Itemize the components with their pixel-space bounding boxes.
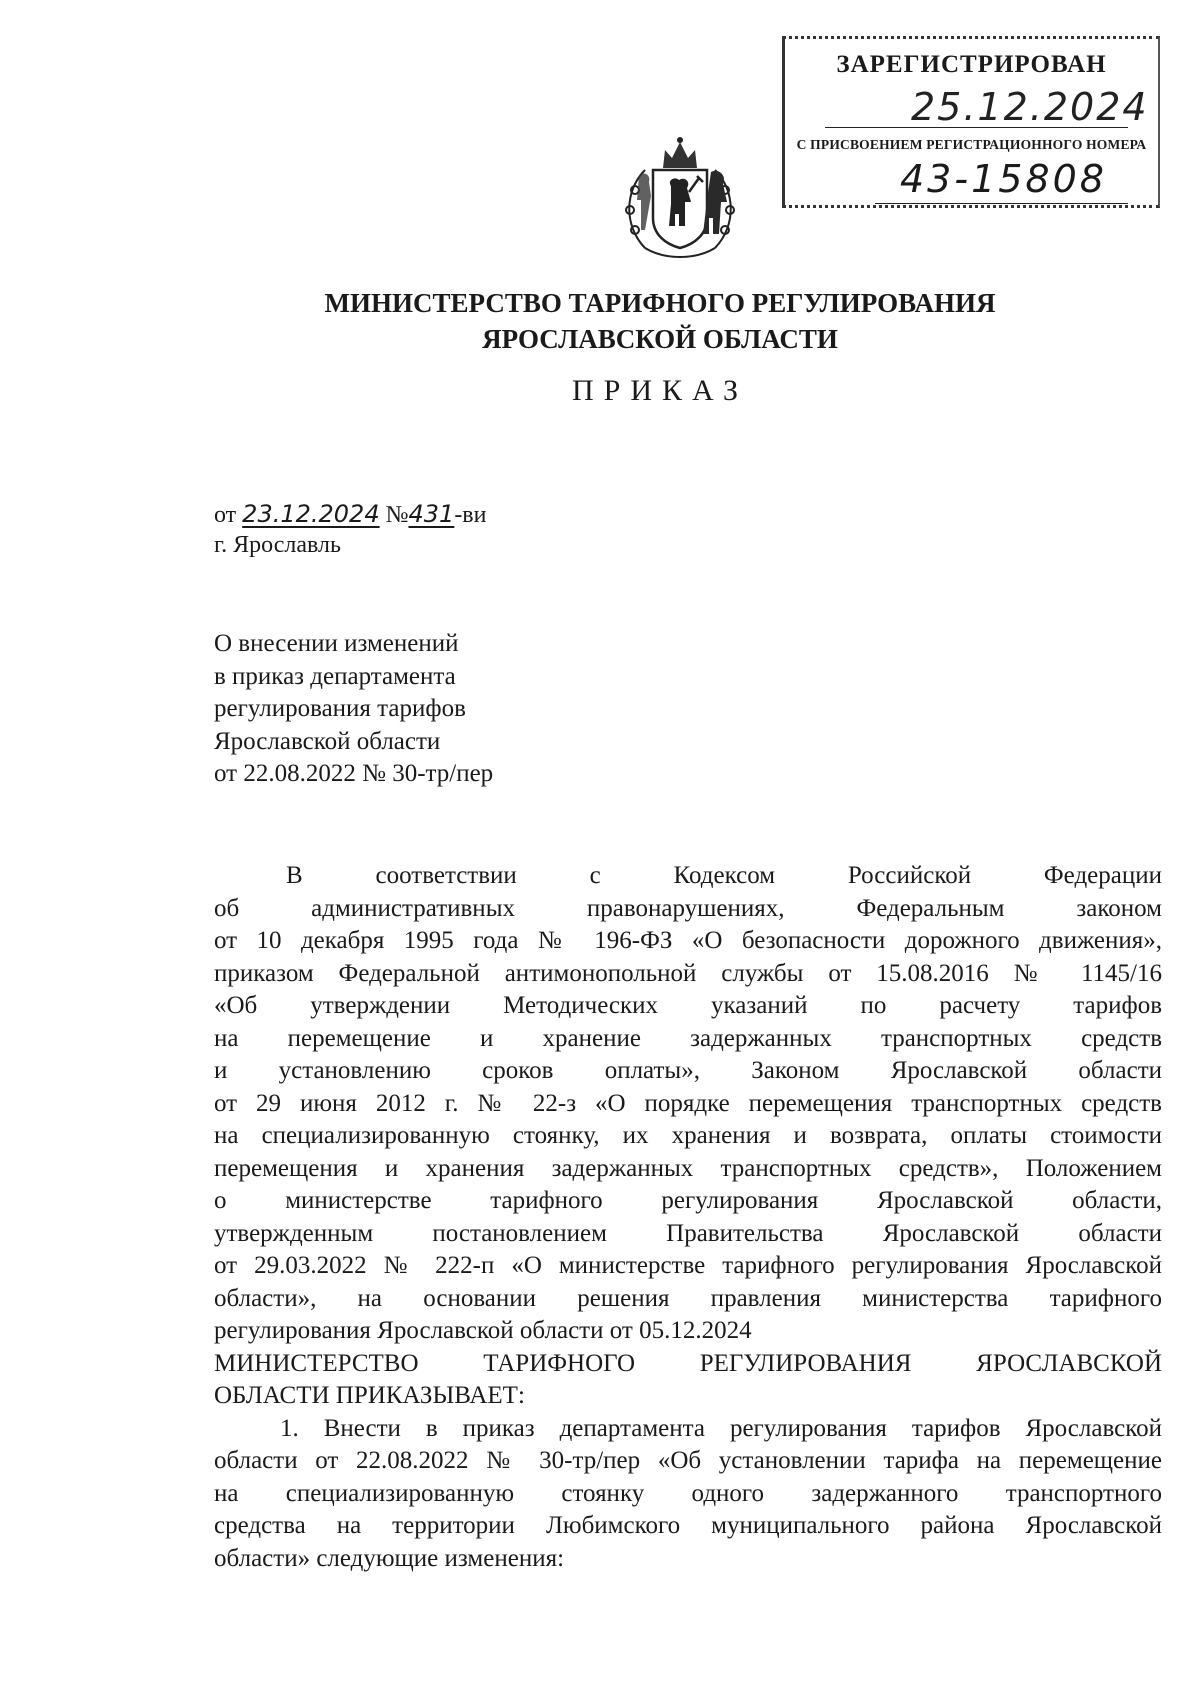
body-line: МИНИСТЕРСТВО ТАРИФНОГО РЕГУЛИРОВАНИЯ ЯРОСЛАВСКОЙ — [214, 1349, 1162, 1377]
body-line: и установлению сроков оплаты», Законом Ярославской области — [214, 1057, 1162, 1084]
body-line: на специализированную стоянку, их хранения и возврата, оплаты стоимости — [214, 1122, 1162, 1149]
order-item-1 — [214, 1413, 1162, 1576]
order-subject — [214, 628, 493, 791]
number-suffix: -ви — [454, 502, 487, 528]
subject-line: от 22.08.2022 № 30-тр/пер — [214, 760, 494, 787]
body-line: на перемещение и хранение задержанных транспортных средств — [214, 1024, 1162, 1052]
order-body — [214, 860, 1162, 1575]
body-line: на специализированную стоянку одного задержанного транспортного — [214, 1479, 1162, 1507]
body-line: от 29.03.2022 № 222-п «О министерстве тарифного регулирования Ярославской — [214, 1252, 1162, 1279]
stamp-label: С ПРИСВОЕНИЕМ РЕГИСТРАЦИОННОГО НОМЕРА — [796, 137, 1147, 152]
ministry-header — [0, 285, 1200, 357]
body-line: области», на основании решения правления министерства тарифного — [214, 1284, 1162, 1312]
ministry-name-line1: МИНИСТЕРСТВО ТАРИФНОГО РЕГУЛИРОВАНИЯ — [324, 288, 996, 318]
ministry-orders-statement — [214, 1348, 1162, 1413]
body-line: средства на территории Любимского муниципального района Ярославской — [214, 1512, 1162, 1539]
body-line: перемещения и хранения задержанных транспортных средств», Положением — [214, 1154, 1162, 1182]
body-line: от 10 декабря 1995 года № 196-ФЗ «О безопасности дорожного движения», — [214, 927, 1162, 954]
from-prefix: от — [214, 502, 237, 528]
body-line: приказом Федеральной антимонопольной службы от 15.08.2016 № 1145/16 — [214, 959, 1162, 987]
ministry-name-line2: ЯРОСЛАВСКОЙ ОБЛАСТИ — [482, 324, 838, 354]
body-line: области от 22.08.2022 № 30-тр/пер «Об установлении тарифа на перемещение — [214, 1447, 1162, 1474]
registration-stamp — [782, 36, 1160, 208]
stamp-number-underline — [875, 203, 1128, 204]
stamp-registration-number: 43-15808 — [900, 157, 1107, 201]
body-line: В соответствии с Кодексом Российской Федерации — [286, 862, 1162, 889]
body-line: ОБЛАСТИ ПРИКАЗЫВАЕТ: — [214, 1382, 525, 1409]
stamp-title: ЗАРЕГИСТРИРОВАН — [836, 51, 1107, 78]
body-line: утвержденным постановлением Правительства Ярославской области — [214, 1219, 1162, 1247]
body-line: об административных правонарушениях, Федеральным законом — [214, 894, 1162, 922]
order-date-number — [214, 500, 486, 529]
subject-line: Ярославской области — [214, 727, 441, 755]
body-line: регулирования Ярославской области от 05.12.2024 — [214, 1317, 752, 1344]
subject-line: регулирования тарифов — [214, 695, 466, 722]
subject-line: О внесении изменений — [214, 630, 459, 657]
body-line: о министерстве тарифного регулирования Ярославской области, — [214, 1187, 1162, 1214]
stamp-date: 25.12.2024 — [911, 85, 1149, 129]
body-line: от 29 июня 2012 г. № 22-з «О порядке перемещения транспортных средств — [214, 1089, 1162, 1117]
order-number: 431 — [408, 500, 455, 528]
document-type-title: ПРИКАЗ — [572, 374, 748, 407]
stamp-date-underline — [825, 127, 1128, 128]
body-line: области» следующие изменения: — [214, 1544, 565, 1572]
preamble-paragraph — [214, 860, 1162, 1348]
yaroslavl-coat-of-arms-icon — [615, 130, 745, 266]
body-line: «Об утверждении Методических указаний по расчету тарифов — [214, 992, 1162, 1019]
number-prefix: № — [385, 502, 409, 528]
body-line: 1. Внести в приказ департамента регулирования тарифов Ярославской — [280, 1414, 1162, 1442]
order-date: 23.12.2024 — [242, 500, 380, 528]
city: г. Ярославль — [214, 532, 341, 558]
subject-line: в приказ департамента — [214, 662, 456, 690]
